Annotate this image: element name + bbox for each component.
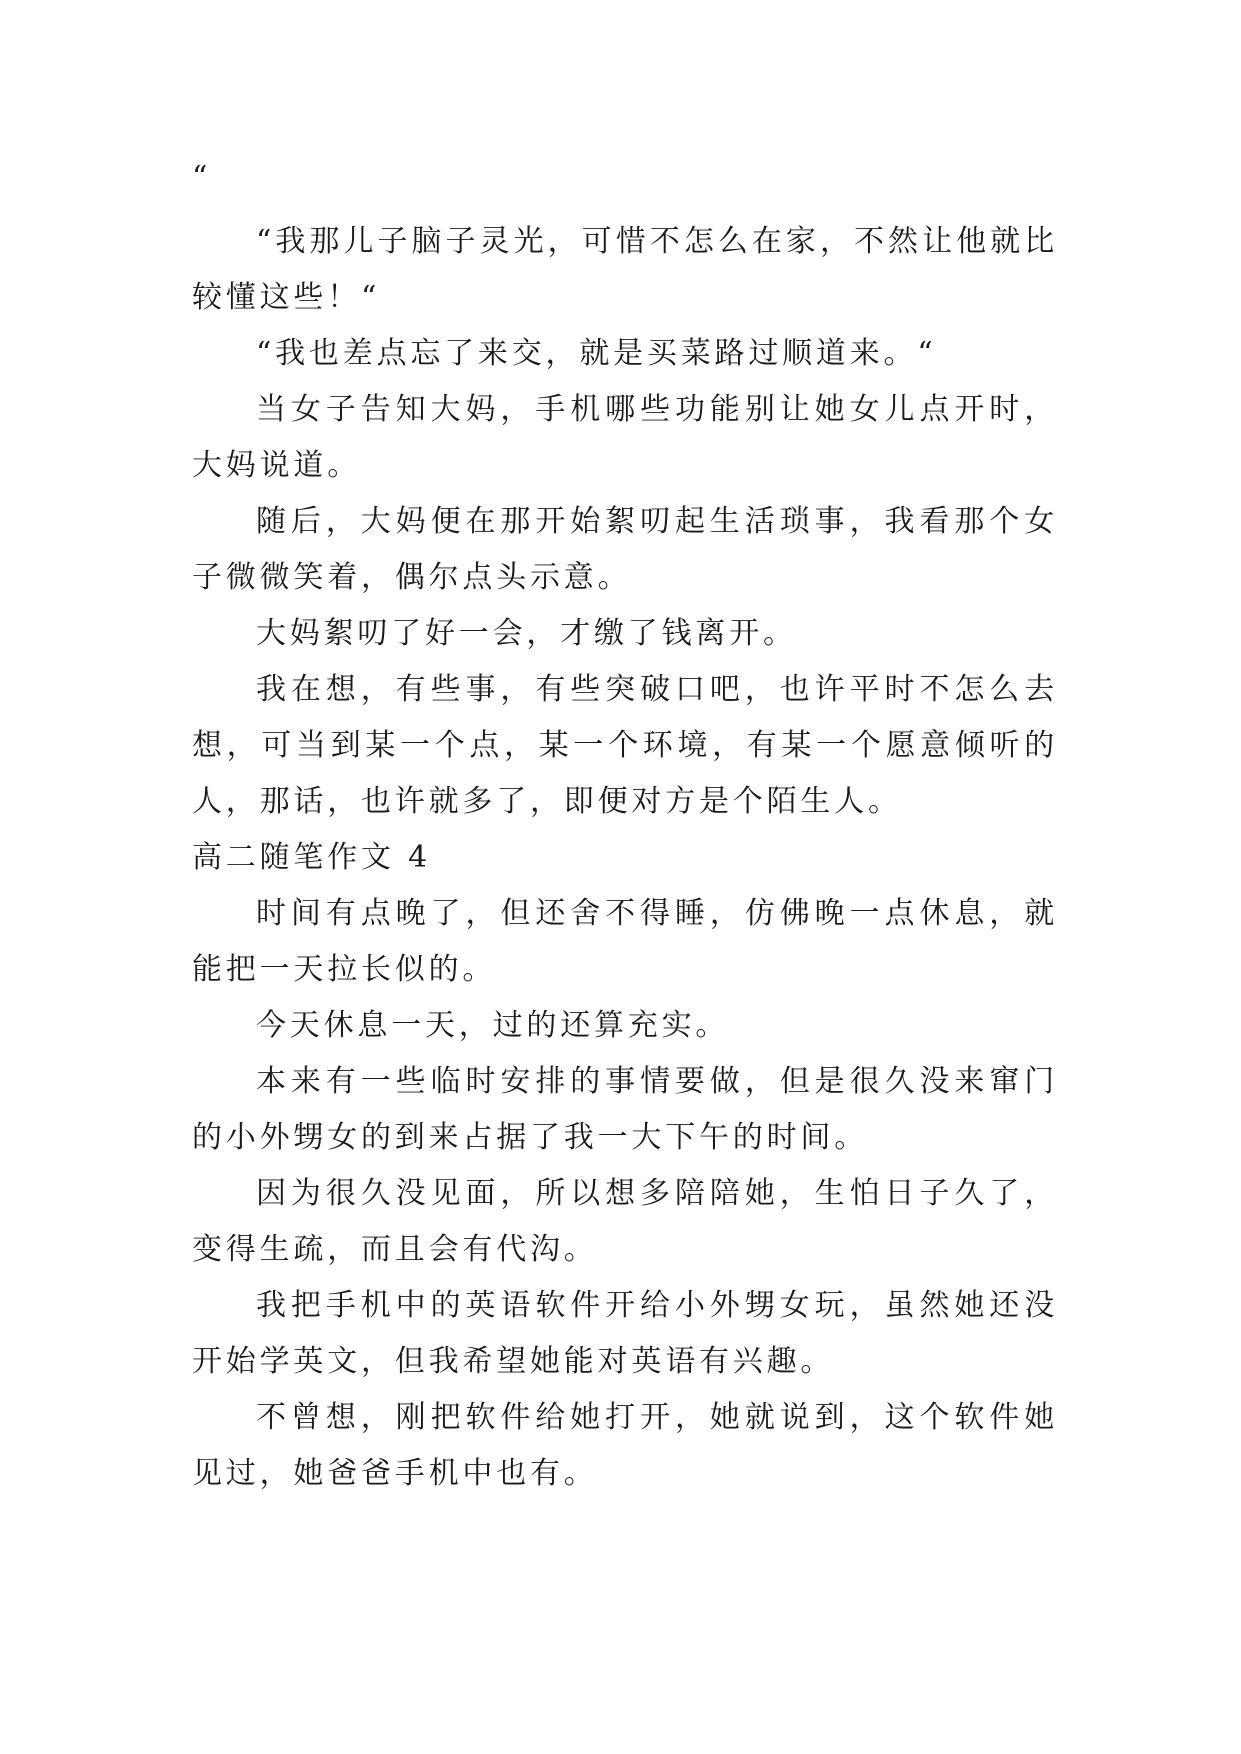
paragraph-english-app: 我把手机中的英语软件开给小外甥女玩，虽然她还没开始学英文，但我希望她能对英语有兴趣。 [192, 1288, 1058, 1379]
opening-quote-mark: “ [192, 160, 212, 195]
paragraph-accompany: 因为很久没见面，所以想多陪陪她，生怕日子久了，变得生疏，而且会有代沟。 [192, 1176, 1058, 1267]
paragraph-son-smart: “我那儿子脑子灵光，可惜不怎么在家，不然让他就比较懂这些！“ [192, 224, 1058, 315]
paragraph-almost-forgot: “我也差点忘了来交，就是买菜路过顺道来。“ [256, 336, 937, 371]
paragraph-seen-before: 不曾想，刚把软件给她打开，她就说到，这个软件她见过，她爸爸手机中也有。 [192, 1400, 1058, 1491]
paragraph-woman-tells: 当女子告知大妈，手机哪些功能别让她女儿点开时，大妈说道。 [192, 392, 1058, 483]
section-heading: 高二随笔作文 4 [192, 840, 432, 875]
paragraph-chatting: 随后，大妈便在那开始絮叨起生活琐事，我看那个女子微微笑着，偶尔点头示意。 [192, 504, 1058, 595]
paragraph-late-night: 时间有点晚了，但还舍不得睡，仿佛晚一点休息，就能把一天拉长似的。 [192, 896, 1058, 987]
paragraph-day-off: 今天休息一天，过的还算充实。 [256, 1008, 730, 1043]
paragraph-reflection: 我在想，有些事，有些突破口吧，也许平时不怎么去想，可当到某一个点，某一个环境，有某一个愿意倾听的人，那话，也许就多了，即便对方是个陌生人。 [192, 672, 1058, 819]
paragraph-niece-visit: 本来有一些临时安排的事情要做，但是很久没来窜门的小外甥女的到来占据了我一大下午的时间。 [192, 1064, 1058, 1155]
paragraph-paid-left: 大妈絮叨了好一会，才缴了钱离开。 [256, 616, 797, 651]
document-body [192, 158, 1058, 1502]
